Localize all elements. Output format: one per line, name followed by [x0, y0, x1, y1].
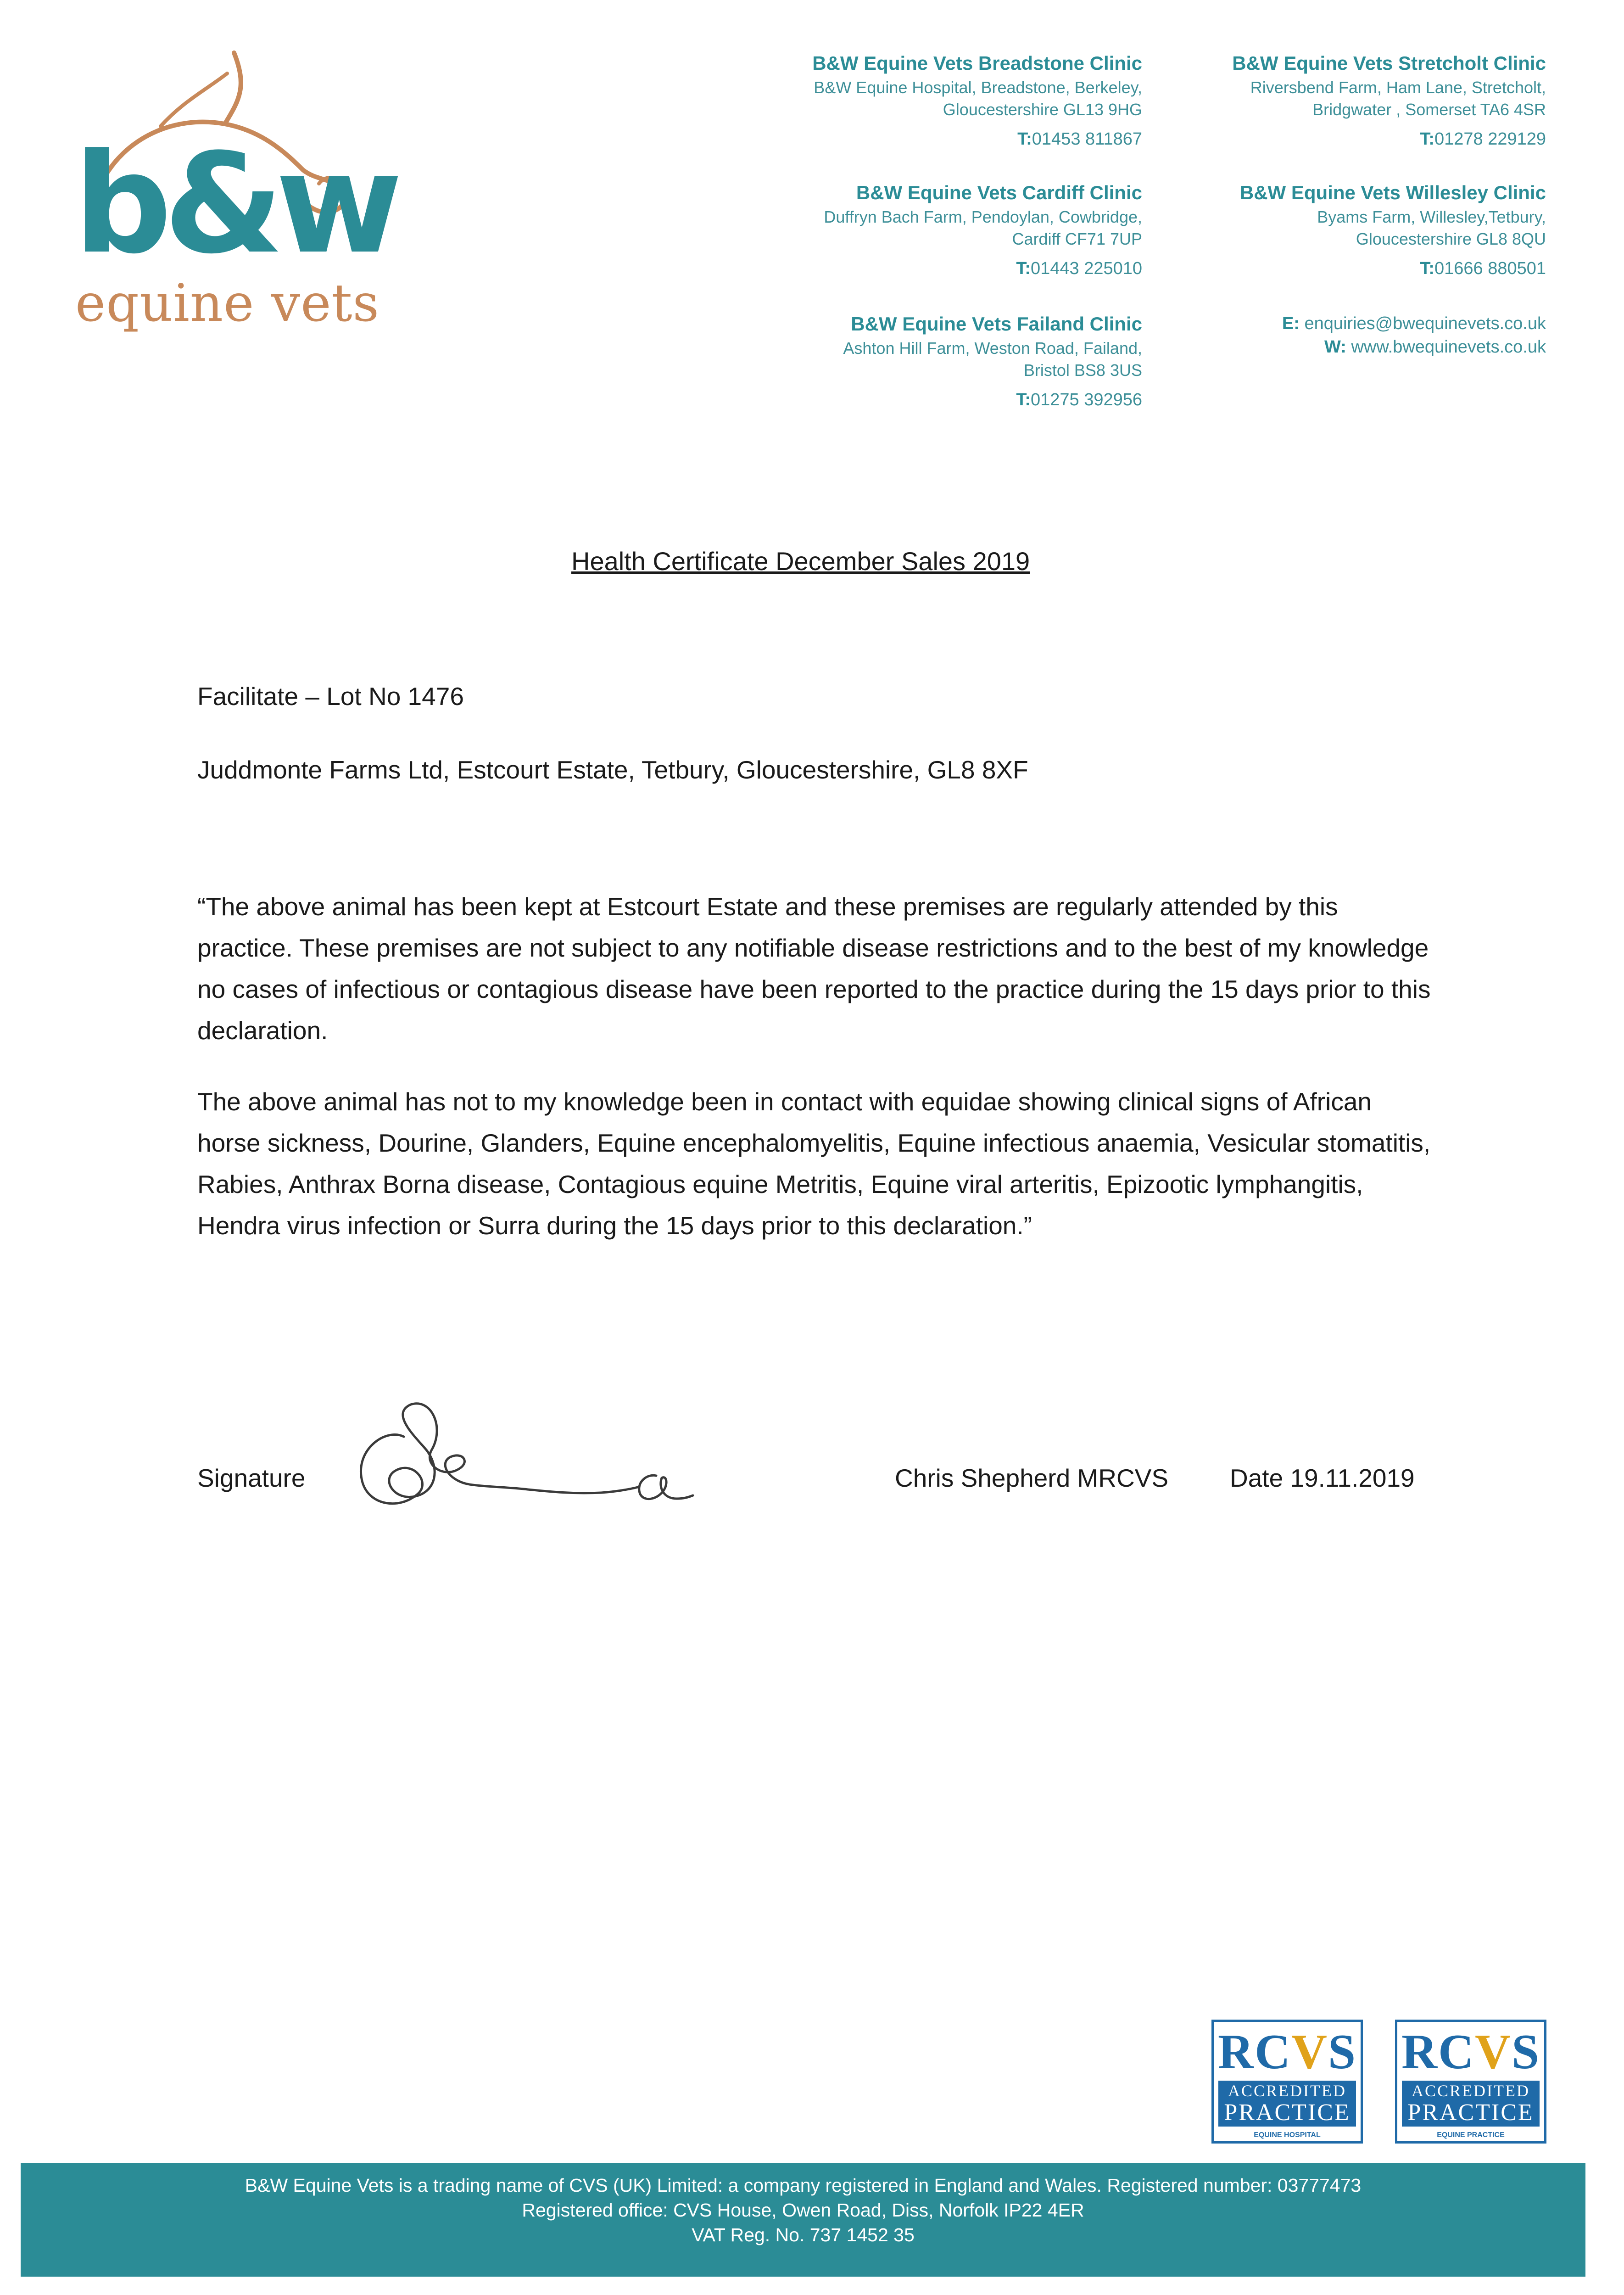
bw-equine-vets-logo: [69, 46, 395, 333]
clinic-address-line: Gloucestershire GL8 8QU: [1356, 230, 1546, 249]
clinic-address-line: B&W Equine Hospital, Breadstone, Berkeley,: [814, 78, 1142, 97]
rcvs-accredited-badge: [1395, 2020, 1546, 2144]
clinic-phone: T:01453 811867: [1017, 129, 1142, 149]
badge-practice: PRACTICE: [1224, 2099, 1351, 2126]
logo-tagline: equine vets: [75, 274, 379, 333]
badge-practice: PRACTICE: [1407, 2099, 1534, 2126]
signature-label: Signature: [197, 1464, 306, 1492]
signature-date: Date 19.11.2019: [1230, 1464, 1415, 1492]
clinic-address-line: Duffryn Bach Farm, Pendoylan, Cowbridge,: [824, 207, 1142, 226]
contact-info: [1282, 312, 1546, 359]
rcvs-accredited-badge: [1211, 2020, 1363, 2144]
clinic-address-line: Byams Farm, Willesley,Tetbury,: [1317, 207, 1546, 226]
clinic-address-line: Gloucestershire GL13 9HG: [943, 100, 1142, 119]
farm-address: Juddmonte Farms Ltd, Estcourt Estate, Tetbury, Gloucestershire, GL8 8XF: [197, 756, 1028, 784]
clinic-name: B&W Equine Vets Breadstone Clinic: [812, 52, 1142, 74]
clinic-willesley: [1240, 180, 1546, 280]
clinic-cardiff: [824, 180, 1142, 280]
clinic-name: B&W Equine Vets Cardiff Clinic: [856, 182, 1142, 203]
lot-number: Facilitate – Lot No 1476: [197, 682, 464, 711]
footer: [21, 2163, 1585, 2277]
badge-accredited: ACCREDITED: [1228, 2082, 1346, 2100]
declaration-paragraph-2: The above animal has not to my knowledge been in contact with equidae showing clinical signs of African horse sickness, Dourine, Glanders, Equine encephalomyelitis, Equine infectious anaemia, Vesicular stomatitis, Rabies, Anthrax Borna disease, Contagious equine Metritis, Equine viral arteritis, Epizootic lymphangitis, Hendra virus infection or Surra during the 15 days prior to this declaration.”: [197, 1087, 1431, 1240]
clinic-address-line: Bristol BS8 3US: [1023, 361, 1142, 380]
clinic-failand: [843, 311, 1142, 412]
badge-subtitle: EQUINE HOSPITAL: [1254, 2131, 1321, 2139]
declaration-paragraph-1: “The above animal has been kept at Estcourt Estate and these premises are regularly attended by this practice. These premises are not subject to any notifiable disease restrictions and to the best of my knowledge no cases of infectious or contagious disease have been reported to the practice during the 15 days prior to this declaration.: [197, 892, 1431, 1045]
rcvs-logo-icon: RCVS: [1217, 2025, 1357, 2079]
clinic-phone: T:01275 392956: [1016, 390, 1142, 409]
page-title: Health Certificate December Sales 2019: [571, 547, 1030, 576]
signature-scribble-icon: [335, 1395, 711, 1524]
footer-office-line: Registered office: CVS House, Owen Road, Diss, Norfolk IP22 4ER: [522, 2200, 1084, 2221]
email-link[interactable]: E: enquiries@bwequinevets.co.uk: [1282, 314, 1546, 333]
clinic-stretcholt: [1232, 50, 1546, 151]
clinic-breadstone: [812, 50, 1142, 151]
clinic-name: B&W Equine Vets Stretcholt Clinic: [1232, 52, 1546, 74]
clinic-name: B&W Equine Vets Willesley Clinic: [1239, 182, 1546, 203]
clinic-name: B&W Equine Vets Failand Clinic: [851, 313, 1142, 335]
signatory-name: Chris Shepherd MRCVS: [895, 1464, 1169, 1492]
clinic-phone: T:01278 229129: [1420, 129, 1546, 149]
clinic-address-line: Cardiff CF71 7UP: [1012, 230, 1142, 249]
clinic-phone: T:01443 225010: [1016, 258, 1142, 278]
footer-company-line: B&W Equine Vets is a trading name of CVS (UK) Limited: a company registered in England and Wales. Registered number: 03777473: [245, 2175, 1362, 2196]
clinic-address-line: Riversbend Farm, Ham Lane, Stretcholt,: [1250, 78, 1546, 97]
badge-subtitle: EQUINE PRACTICE: [1437, 2131, 1505, 2139]
logo-wordmark: b&w: [73, 124, 395, 284]
website-link[interactable]: W: www.bwequinevets.co.uk: [1324, 337, 1546, 357]
badge-accredited: ACCREDITED: [1412, 2082, 1530, 2100]
footer-vat-line: VAT Reg. No. 737 1452 35: [692, 2224, 915, 2245]
rcvs-logo-icon: RCVS: [1401, 2025, 1540, 2079]
clinic-address-line: Bridgwater , Somerset TA6 4SR: [1312, 100, 1546, 119]
clinic-phone: T:01666 880501: [1420, 258, 1546, 278]
clinic-address-line: Ashton Hill Farm, Weston Road, Failand,: [843, 338, 1142, 358]
